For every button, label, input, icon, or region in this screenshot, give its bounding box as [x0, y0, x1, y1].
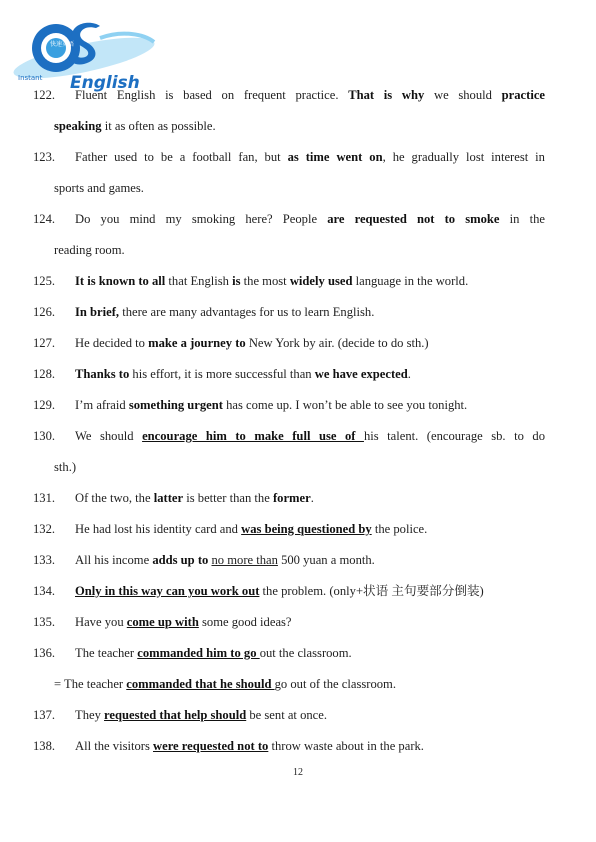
- bold-phrase: In brief,: [75, 305, 120, 319]
- key-phrase-underlined: were requested not to: [153, 739, 269, 753]
- sentence-number: 128.: [33, 367, 56, 381]
- text-run: we should: [424, 88, 502, 102]
- text-run: some good ideas?: [198, 615, 292, 629]
- sentence-line: [33, 359, 545, 390]
- sentence-line: [33, 700, 545, 731]
- key-phrase-underlined: commanded that he should: [126, 677, 275, 691]
- sentence-item: [33, 142, 545, 204]
- text-run: I’m afraid: [75, 398, 129, 412]
- sentence-number: 129.: [33, 398, 56, 412]
- sentence-line: [33, 390, 545, 421]
- sentence-line: [33, 483, 545, 514]
- text-run: throw waste about in the park.: [268, 739, 424, 753]
- sentence-number: 130.: [33, 429, 56, 443]
- text-run: sth.): [54, 460, 77, 474]
- text-run: it as often as possible.: [101, 119, 216, 133]
- sentence-number: 132.: [33, 522, 56, 536]
- text-run: All the visitors: [75, 739, 154, 753]
- bold-phrase: as time went on: [287, 150, 383, 164]
- bold-phrase: adds up to: [152, 553, 209, 567]
- text-run: They: [75, 708, 105, 722]
- key-phrase-underlined: come up with: [126, 615, 199, 629]
- bold-phrase: speaking: [54, 119, 102, 133]
- sentence-line: [33, 204, 545, 235]
- sentence-number: 134.: [33, 584, 56, 598]
- text-run: = The teacher: [54, 677, 127, 691]
- bold-phrase: are requested not to smoke: [327, 212, 500, 226]
- sentence-number: 124.: [33, 212, 56, 226]
- sentence-line: [33, 328, 545, 359]
- text-run: in the: [499, 212, 545, 226]
- sentence-number: 137.: [33, 708, 56, 722]
- sentence-line: [33, 297, 545, 328]
- bold-phrase: make a journey to: [148, 336, 246, 350]
- bold-phrase: is: [232, 274, 241, 288]
- sentence-continuation: [33, 111, 545, 142]
- sentence-item: [33, 545, 545, 576]
- sentence-number: 123.: [33, 150, 56, 164]
- text-run: the police.: [371, 522, 428, 536]
- text-run: The teacher: [75, 646, 138, 660]
- text-run: 500 yuan a month.: [277, 553, 375, 567]
- sentence-item: [33, 80, 545, 142]
- sentence-line: [33, 80, 545, 111]
- text-run: the problem. (only+状语 主句要部分倒装): [259, 584, 484, 598]
- logo-small-text: Instant: [18, 74, 43, 82]
- underlined-phrase: no more than: [211, 553, 278, 567]
- sentence-number: 125.: [33, 274, 56, 288]
- sentence-line: [33, 514, 545, 545]
- sentence-item: [33, 700, 545, 731]
- key-phrase-underlined: requested that help should: [104, 708, 247, 722]
- sentence-item: [33, 421, 545, 483]
- text-run: Fluent English is based on frequent practice.: [75, 88, 349, 102]
- text-run: the most: [240, 274, 290, 288]
- key-phrase-underlined: commanded him to go: [137, 646, 260, 660]
- text-run: .: [310, 491, 314, 505]
- sentence-number: 126.: [33, 305, 56, 319]
- sentence-line: [33, 545, 545, 576]
- text-run: is better than the: [183, 491, 273, 505]
- text-run: reading room.: [54, 243, 125, 257]
- key-phrase-underlined: encourage him to make full use of: [142, 429, 364, 443]
- text-run: his effort, it is more successful than: [129, 367, 315, 381]
- sentence-continuation: [33, 452, 545, 483]
- sentence-item: [33, 731, 545, 762]
- text-run: his talent. (encourage sb. to do: [363, 429, 545, 443]
- sentence-item: [33, 359, 545, 390]
- logo-word: English: [70, 73, 140, 93]
- text-run: New York by air. (decide to do sth.): [245, 336, 429, 350]
- bold-phrase: practice: [501, 88, 546, 102]
- text-run: that English: [165, 274, 233, 288]
- text-run: Father used to be a football fan, but: [75, 150, 288, 164]
- text-run: Of the two, the: [75, 491, 154, 505]
- page-number: 12: [293, 767, 303, 778]
- bold-phrase: widely used: [289, 274, 353, 288]
- sentence-item: [33, 514, 545, 545]
- sentence-number: 133.: [33, 553, 56, 567]
- sentence-line: [33, 421, 545, 452]
- bold-phrase: Thanks to: [75, 367, 130, 381]
- sentence-number: 127.: [33, 336, 56, 350]
- sentence-list: [33, 80, 545, 762]
- sentence-continuation: [33, 235, 545, 266]
- logo-badge-text: 快速英语: [50, 41, 75, 48]
- bold-phrase: latter: [153, 491, 184, 505]
- sentence-line: [33, 576, 545, 607]
- sentence-item: [33, 266, 545, 297]
- sentence-continuation: [33, 173, 545, 204]
- sentence-item: [33, 328, 545, 359]
- sentence-item: [33, 390, 545, 421]
- text-run: All his income: [75, 553, 153, 567]
- text-run: go out of the classroom.: [274, 677, 396, 691]
- text-run: He had lost his identity card and: [75, 522, 242, 536]
- sentence-number: 122.: [33, 88, 56, 102]
- sentence-line: [33, 142, 545, 173]
- equivalent-sentence: [33, 669, 545, 700]
- text-run: Do you mind my smoking here? People: [75, 212, 328, 226]
- sentence-number: 131.: [33, 491, 56, 505]
- sentence-line: [33, 266, 545, 297]
- sentence-item: [33, 204, 545, 266]
- text-run: We should: [75, 429, 143, 443]
- sentence-item: [33, 576, 545, 607]
- text-run: sports and games.: [54, 181, 144, 195]
- bold-phrase: something urgent: [128, 398, 223, 412]
- text-run: Have you: [75, 615, 127, 629]
- sentence-item: [33, 483, 545, 514]
- bold-phrase: we have expected: [314, 367, 408, 381]
- sentence-line: [33, 638, 545, 669]
- text-run: .: [407, 367, 411, 381]
- bold-phrase: It is known to all: [75, 274, 166, 288]
- text-run: there are many advantages for us to learn English.: [119, 305, 375, 319]
- sentence-number: 135.: [33, 615, 56, 629]
- sentence-item: [33, 607, 545, 638]
- text-run: out the classroom.: [259, 646, 352, 660]
- sentence-line: [33, 607, 545, 638]
- sentence-number: 138.: [33, 739, 56, 753]
- sentence-number: 136.: [33, 646, 56, 660]
- key-phrase-underlined: was being questioned by: [241, 522, 372, 536]
- text-run: He decided to: [75, 336, 149, 350]
- sentence-line: [33, 731, 545, 762]
- text-run: be sent at once.: [246, 708, 327, 722]
- text-run: has come up. I won’t be able to see you tonight.: [222, 398, 468, 412]
- text-run: , he gradually lost interest in: [382, 150, 545, 164]
- sentence-item: [33, 638, 545, 700]
- sentence-item: [33, 297, 545, 328]
- bold-phrase: former: [272, 491, 311, 505]
- bold-phrase: That is why: [348, 88, 425, 102]
- key-phrase-underlined: Only in this way can you work out: [75, 584, 260, 598]
- text-run: language in the world.: [352, 274, 469, 288]
